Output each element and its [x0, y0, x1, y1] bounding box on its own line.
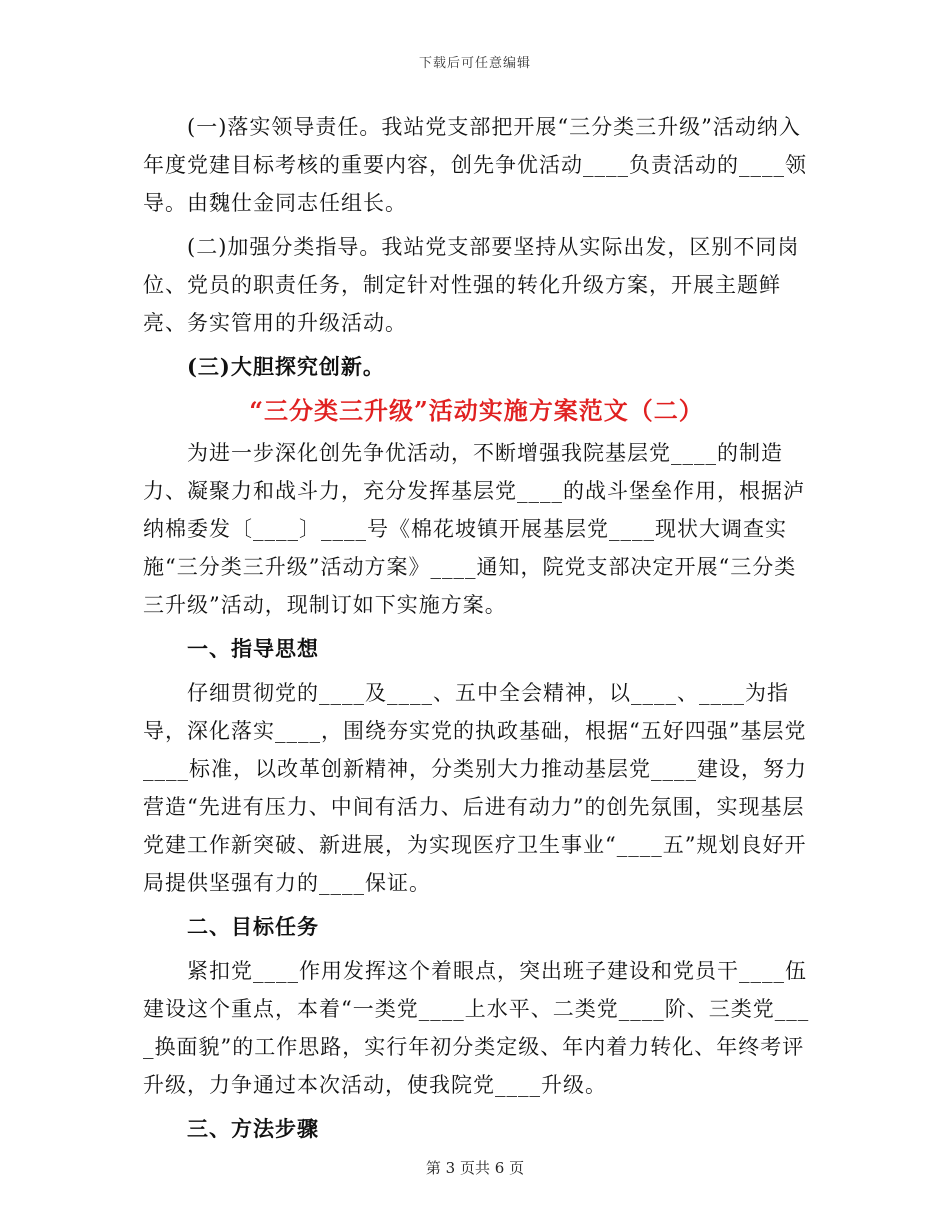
paragraph-leadership-responsibility: (一)落实领导责任。我站党支部把开展“三分类三升级”活动纳入年度党建目标考核的重要内容，创先争优活动____负责活动的____领导。由魏仕金同志任组长。: [143, 115, 807, 215]
document-title: “三分类三升级”活动实施方案范文（二）: [249, 396, 704, 425]
paragraph-guiding-ideology: 仔细贯彻党的____及____、五中全会精神，以____、____为指导，深化落实____，围绕夯实党的执政基础，根据“五好四强”基层党____标准，以改革创新精神，分类别大力推动基层党____建设，努力营造“先进有压力、中间有活力、后进有动力”的创先氛围，实现基层党建工作新突破、新进展，为实现医疗卫生事业“____五”规划良好开局提供坚强有力的____保证。: [143, 681, 807, 895]
paragraph-introduction: 为进一步深化创先争优活动，不断增强我院基层党____的制造力、凝聚力和战斗力，充分发挥基层党____的战斗堡垒作用，根据泸纳棉委发〔____〕____号《棉花坡镇开展基层党____现状大调查实施“三分类三升级”活动方案》____通知，院党支部决定开展“三分类三升级”活动，现制订如下实施方案。: [143, 441, 805, 617]
paragraph-goals-tasks: 紧扣党____作用发挥这个着眼点，突出班子建设和党员干____伍建设这个重点，本着“一类党____上水平、二类党____阶、三类党____换面貌”的工作思路，实行年初分类定级、年内着力转化、年终考评升级，力争通过本次活动，使我院党____升级。: [143, 959, 810, 1097]
paragraph-classification-guidance: (二)加强分类指导。我站党支部要坚持从实际出发，区别不同岗位、党员的职责任务，制定针对性强的转化升级方案，开展主题鲜亮、务实管用的升级活动。: [143, 235, 800, 335]
page-number-footer: 第 3 页共 6 页: [425, 1159, 525, 1177]
document-body: [143, 108, 810, 1154]
heading-explore-innovation: (三)大胆探究创新。: [187, 354, 385, 379]
heading-methods-steps: 三、方法步骤: [187, 1116, 319, 1141]
heading-goals-tasks: 二、目标任务: [187, 914, 319, 939]
page-header: 下载后可任意编辑: [418, 56, 531, 71]
heading-guiding-ideology: 一、指导思想: [187, 636, 319, 661]
